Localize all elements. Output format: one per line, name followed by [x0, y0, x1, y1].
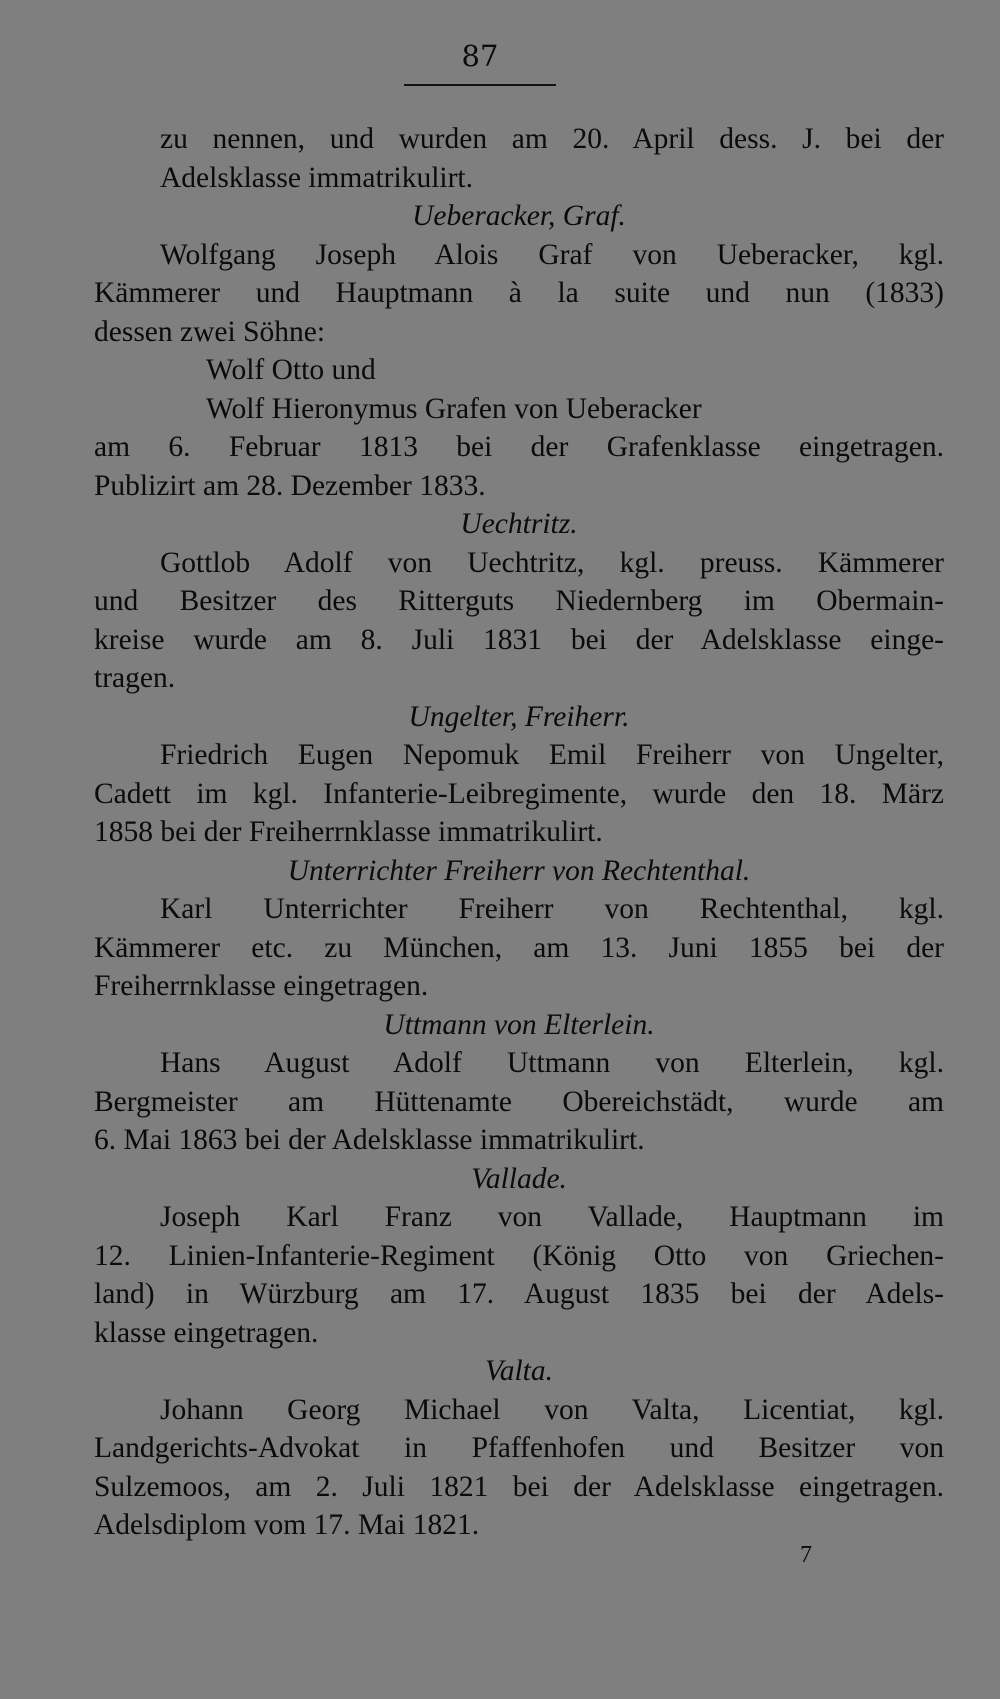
text-line: Freiherrnklasse eingetragen.: [94, 970, 429, 1002]
text-line: Cadett im kgl. Infanterie-Leibregimente, wurde den 18. März: [94, 777, 944, 810]
text-line: Bergmeister am Hüttenamte Obereichstädt, wurde am: [94, 1085, 944, 1118]
entry-heading: Ueberacker, Graf.: [412, 200, 626, 232]
entry-heading: Valta.: [484, 1355, 554, 1387]
page-number: 87: [461, 39, 499, 73]
entry-heading: Ungelter, Freiherr.: [408, 700, 630, 733]
text-line: tragen.: [94, 662, 176, 694]
text-line: Joseph Karl Franz von Vallade, Hauptmann im: [160, 1201, 944, 1233]
text-line: 1858 bei der Freiherrnklasse immatrikulirt.: [94, 816, 603, 848]
text-line: Johann Georg Michael von Valta, Licentiat, kgl.: [160, 1393, 944, 1426]
text-line: Wolfgang Joseph Alois Graf von Ueberacker, kgl.: [160, 238, 944, 271]
entry-heading: Unterrichter Freiherr von Rechtenthal.: [287, 854, 751, 887]
text-line: land) in Würzburg am 17. August 1835 bei der Adels-: [94, 1278, 944, 1310]
text-line: Landgerichts-Advokat in Pfaffenhofen und Besitzer von: [94, 1432, 944, 1464]
text-line: Publizirt am 28. Dezember 1833.: [94, 469, 486, 502]
text-line: Sulzemoos, am 2. Juli 1821 bei der Adelsklasse eingetragen.: [94, 1470, 944, 1503]
text-line: Kämmerer etc. zu München, am 13. Juni 1855 bei der: [94, 931, 944, 964]
text-line: 12. Linien-Infanterie-Regiment (König Otto von Griechen-: [94, 1239, 944, 1272]
entry-heading: Uttmann von Elterlein.: [383, 1008, 655, 1041]
page-text: [94, 120, 944, 1545]
text-line: Wolf Otto und: [206, 354, 376, 386]
text-line: Friedrich Eugen Nepomuk Emil Freiherr von Ungelter,: [160, 739, 944, 771]
text-line: dessen zwei Söhne:: [94, 315, 326, 348]
header-rule: [404, 84, 556, 86]
text-line: Gottlob Adolf von Uechtritz, kgl. preuss. Kämmerer: [160, 546, 944, 579]
text-line: 6. Mai 1863 bei der Adelsklasse immatrikulirt.: [94, 1124, 645, 1156]
signature-mark: 7: [800, 1542, 812, 1568]
text-line: Adelsklasse immatrikulirt.: [160, 161, 473, 194]
text-line: am 6. Februar 1813 bei der Grafenklasse eingetragen.: [94, 431, 944, 463]
text-line: klasse eingetragen.: [94, 1316, 319, 1349]
text-line: zu nennen, und wurden am 20. April dess. J. bei der: [160, 123, 944, 155]
text-line: und Besitzer des Ritterguts Niedernberg im Obermain-: [94, 585, 944, 617]
text-line: Wolf Hieronymus Grafen von Ueberacker: [206, 392, 702, 425]
text-line: Karl Unterrichter Freiherr von Rechtenthal, kgl.: [160, 893, 944, 925]
text-line: kreise wurde am 8. Juli 1831 bei der Adelsklasse einge-: [94, 623, 944, 656]
entry-heading: Vallade.: [471, 1162, 567, 1195]
entry-heading: Uechtritz.: [460, 508, 578, 540]
text-line: Hans August Adolf Uttmann von Elterlein, kgl.: [160, 1047, 944, 1079]
text-line: Kämmerer und Hauptmann à la suite und nun (1833): [94, 277, 944, 309]
text-line: Adelsdiplom vom 17. Mai 1821.: [94, 1509, 480, 1541]
